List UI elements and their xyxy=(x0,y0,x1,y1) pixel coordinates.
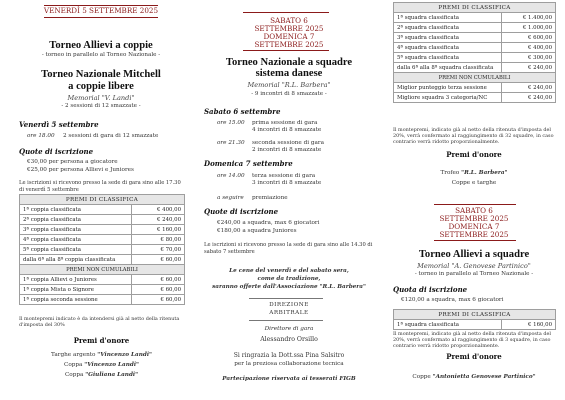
participation-note: Partecipazione riservata ai tesserati FIGB xyxy=(222,376,356,382)
fee-line-2: €180,00 a squadra Juniores xyxy=(217,228,297,234)
direction-rule-bottom xyxy=(249,320,323,321)
special-prize-row xyxy=(394,93,556,103)
column-middle xyxy=(191,0,382,400)
special-prize-header: PREMI NON CUMULABILI xyxy=(20,265,185,275)
prize-row xyxy=(394,13,556,23)
fees-heading: Quote di iscrizione xyxy=(204,207,279,216)
prize-table-header: PREMI DI CLASSIFICA xyxy=(394,310,556,320)
fee-line-2: €25,00 per persona Allievi e Juniores xyxy=(27,167,134,173)
direction-rule-top xyxy=(249,298,323,299)
prize-label: 1ª coppia Allievi o Juniores xyxy=(20,275,132,285)
schedule-desc: 2 sessioni di gara di 12 smazzate xyxy=(63,133,159,139)
honor-prize-name: "Vincenzo Landi" xyxy=(97,352,152,358)
prize-label: dalla 6ª alla 8ª coppia classificata xyxy=(20,255,132,265)
honor-prize-3 xyxy=(393,374,555,381)
prize-row xyxy=(394,43,556,53)
prize-row xyxy=(394,23,556,33)
schedule-desc: premiazione xyxy=(252,195,288,201)
prize-amount: € 400,00 xyxy=(132,205,185,215)
prize-label: 4ª coppia classificata xyxy=(20,235,132,245)
prize-label: dalla 6ª alla 8ª squadra classificata xyxy=(394,63,502,73)
prize-label: 2ª coppia classificata xyxy=(20,215,132,225)
memorial-name: Memorial "V. Landi" xyxy=(67,94,135,102)
honor-prize-1 xyxy=(393,170,555,177)
honor-prizes-heading: Premi d'onore xyxy=(446,150,502,159)
special-prize-row xyxy=(394,83,556,93)
prize-row xyxy=(394,33,556,43)
prize-amount: € 160,00 xyxy=(502,320,556,330)
date-line-2: SETTEMBRE 2025 xyxy=(439,214,509,223)
schedule-desc: prima sessione di gara xyxy=(252,120,318,126)
date-line-1: SABATO 6 xyxy=(270,16,308,25)
prize-label: 3ª coppia classificata xyxy=(20,225,132,235)
schedule-heading: Venerdì 5 settembre xyxy=(19,120,99,129)
prize-amount: € 240,00 xyxy=(502,93,556,103)
honor-prizes-heading: Premi d'onore xyxy=(73,336,130,345)
schedule-time: ore 14.00 xyxy=(217,173,245,179)
prize-amount: € 60,00 xyxy=(132,285,185,295)
date-line-2: SETTEMBRE 2025 xyxy=(254,24,324,33)
schedule-time: ore 15.00 xyxy=(217,120,245,126)
column-left xyxy=(0,0,191,400)
event-subtitle: - torneo in parallelo al Torneo Nazionale - xyxy=(41,52,161,58)
special-prize-row xyxy=(20,275,185,285)
date-rule-bottom xyxy=(243,50,329,51)
prize-amount: € 240,00 xyxy=(502,83,556,93)
registration-note: Le iscrizioni si ricevono presso la sede di gara sino alle 17.30 di venerdì 5 settembre xyxy=(19,180,181,193)
prize-amount: € 1.000,00 xyxy=(502,23,556,33)
date-label: VENERDÌ 5 SETTEMBRE 2025 xyxy=(43,6,159,15)
special-prize-header: PREMI NON CUMULABILI xyxy=(394,73,556,83)
event-subtitle: - torneo in parallelo al Torneo Nazionale - xyxy=(414,271,534,277)
prize-label: 1ª squadra classificata xyxy=(394,320,502,330)
schedule-desc: terza sessione di gara xyxy=(252,173,316,179)
memorial-name: Memorial "A. Genovese Partinico" xyxy=(417,262,531,270)
prize-table-header: PREMI DI CLASSIFICA xyxy=(20,195,185,205)
fee-line-1: €240,00 a squadra, max 6 giocatori xyxy=(217,220,320,226)
honor-prize-name: "R.L. Barbera" xyxy=(461,170,508,176)
director-role: Direttore di gara xyxy=(264,326,314,332)
prize-label: 4ª squadra classificata xyxy=(394,43,502,53)
fees-heading: Quota di iscrizione xyxy=(393,285,468,294)
event-title-mitchell: Torneo Nazionale Mitchell xyxy=(41,69,161,80)
sessions-info: - 9 incontri di 8 smazzate - xyxy=(251,91,327,97)
prize-amount: € 240,00 xyxy=(502,63,556,73)
schedule-time: ore 18.00 xyxy=(27,133,55,139)
prize-table xyxy=(393,2,556,103)
dinner-note-1: Le cene del venerdì e del sabato sera, xyxy=(229,268,349,274)
prize-row xyxy=(394,53,556,63)
honor-prize-3 xyxy=(19,372,184,379)
sessions-info: - 2 sessioni di 12 smazzate - xyxy=(61,103,141,109)
date-line-1: SABATO 6 xyxy=(455,206,493,215)
memorial-name: Memorial "R.L. Barbera" xyxy=(247,81,331,89)
honor-prize-name: "Vincenzo Landi" xyxy=(84,362,139,368)
prize-amount: € 400,00 xyxy=(502,43,556,53)
prize-label: 1ª coppia classificata xyxy=(20,205,132,215)
prize-amount: € 60,00 xyxy=(132,255,185,265)
honor-prizes-heading: Premi d'onore xyxy=(446,352,502,361)
prize-label: 5ª squadra classificata xyxy=(394,53,502,63)
schedule-time: a seguire xyxy=(217,195,244,201)
thanks-prefix: Si ringrazia la xyxy=(233,352,277,359)
direction-label-1: DIREZIONE xyxy=(269,302,309,308)
registration-note: Le iscrizioni si ricevono presso la sede di gara sino alle 14.30 di sabato 7 settembre xyxy=(204,242,373,255)
saturday-heading: Sabato 6 settembre xyxy=(204,107,281,116)
prize-amount: € 70,00 xyxy=(132,245,185,255)
thanks-name: Dott.ssa Pina Salsitro xyxy=(278,352,345,359)
prize-row xyxy=(20,225,185,235)
prize-amount: € 80,00 xyxy=(132,235,185,245)
event-title-mitchell-line2: a coppie libere xyxy=(68,81,134,92)
prize-row xyxy=(20,215,185,225)
honor-prize-prefix: Coppe xyxy=(412,374,431,380)
prize-amount: € 240,00 xyxy=(132,215,185,225)
prize-label: 2ª squadra classificata xyxy=(394,23,502,33)
schedule-desc: seconda sessione di gara xyxy=(252,140,325,146)
schedule-desc-detail: 3 incontri di 8 smazzate xyxy=(252,180,322,186)
event-title-squadre: Torneo Nazionale a squadre xyxy=(225,57,353,68)
prize-amount: € 1.400,00 xyxy=(502,13,556,23)
date-rule-top xyxy=(243,12,329,13)
date-line-3: DOMENICA 7 xyxy=(263,32,315,41)
prize-footnote: Il montepremi, indicato già al netto della ritenuta d'imposta del 20%, verrà confermato al raggiungimento di 3 squadre, in caso contrario verrà ridotto proporzionalmente. xyxy=(393,331,551,349)
prize-row xyxy=(20,255,185,265)
honor-prize-prefix: Coppa xyxy=(64,362,83,368)
prize-footnote: Il montepremi indicato è da intendersi già al netto della ritenuta d'imposta del 30% xyxy=(19,316,180,328)
honor-prize-prefix: Trofeo xyxy=(440,170,460,176)
prize-amount: € 300,00 xyxy=(502,53,556,63)
honor-prize-2: Coppe e targhe xyxy=(451,180,497,186)
thanks-line-1 xyxy=(204,352,374,359)
event-title-squadre-line2: sistema danese xyxy=(255,68,323,79)
schedule-desc-detail: 4 incontri di 8 smazzate xyxy=(252,127,322,133)
honor-prize-1 xyxy=(19,352,184,359)
sunday-heading: Domenica 7 settembre xyxy=(204,159,293,168)
prize-amount: € 60,00 xyxy=(132,295,185,305)
event-title-allievi-squadre: Torneo Allievi a squadre xyxy=(418,249,530,260)
honor-prize-name: "Giuliana Landi" xyxy=(85,372,139,378)
prize-label: 1ª coppia seconda sessione xyxy=(20,295,132,305)
thanks-line-2: per la preziosa collaborazione tecnica xyxy=(234,361,344,367)
fee-line-1: €120,00 a squadra, max 6 giocatori xyxy=(401,297,504,303)
prize-label: 1ª coppia Mista o Signore xyxy=(20,285,132,295)
honor-prize-name: "Antonietta Genovese Partinico" xyxy=(432,374,536,380)
honor-prize-prefix: Targhe argento xyxy=(51,352,96,358)
prize-label: Migliore squadra 3 categoria/NC xyxy=(394,93,502,103)
prize-row xyxy=(20,205,185,215)
prize-table-allievi xyxy=(393,309,556,330)
date-line-3: DOMENICA 7 xyxy=(448,222,500,231)
prize-table-header: PREMI DI CLASSIFICA xyxy=(394,3,556,13)
prize-label: 1ª squadra classificata xyxy=(394,13,502,23)
dinner-note-3: saranno offerte dall'Associazione "R.L. Barbera" xyxy=(212,284,366,290)
prize-row xyxy=(20,235,185,245)
prize-row xyxy=(20,245,185,255)
date-rule-top xyxy=(434,204,516,205)
director-name: Alessandro Orsillo xyxy=(260,336,318,343)
schedule-time: ore 21.30 xyxy=(217,140,245,146)
schedule-desc-detail: 2 incontri di 8 smazzate xyxy=(252,147,322,153)
direction-label-2: ARBITRALE xyxy=(269,310,309,316)
honor-prize-2 xyxy=(19,362,184,369)
prize-footnote: Il montepremi, indicato già al netto della ritenuta d'imposta del 20%, verrà confermato al raggiungimento di 32 squadre, in caso contrario verrà ridotto proporzionalmente. xyxy=(393,127,554,145)
date-line-4: SETTEMBRE 2025 xyxy=(439,230,509,239)
event-title-allievi-coppie: Torneo Allievi a coppie xyxy=(49,40,153,51)
special-prize-row xyxy=(20,285,185,295)
special-prize-row xyxy=(20,295,185,305)
dinner-note-2: come da tradizione, xyxy=(257,276,321,282)
prize-amount: € 160,00 xyxy=(132,225,185,235)
prize-amount: € 60,00 xyxy=(132,275,185,285)
honor-prize-prefix: Coppa xyxy=(64,372,84,378)
date-rule-bottom xyxy=(434,240,516,241)
prize-amount: € 600,00 xyxy=(502,33,556,43)
fee-line-1: €30,00 per persona a giocatore xyxy=(27,159,118,165)
prize-table xyxy=(19,194,185,305)
prize-label: Miglior punteggio terza sessione xyxy=(394,83,502,93)
prize-label: 5ª coppia classificata xyxy=(20,245,132,255)
fees-heading: Quote di iscrizione xyxy=(19,147,94,156)
prize-row xyxy=(394,63,556,73)
prize-row xyxy=(394,320,556,330)
column-right xyxy=(382,0,565,400)
prize-label: 3ª squadra classificata xyxy=(394,33,502,43)
date-rule-bottom xyxy=(44,17,158,18)
date-line-4: SETTEMBRE 2025 xyxy=(254,40,324,49)
